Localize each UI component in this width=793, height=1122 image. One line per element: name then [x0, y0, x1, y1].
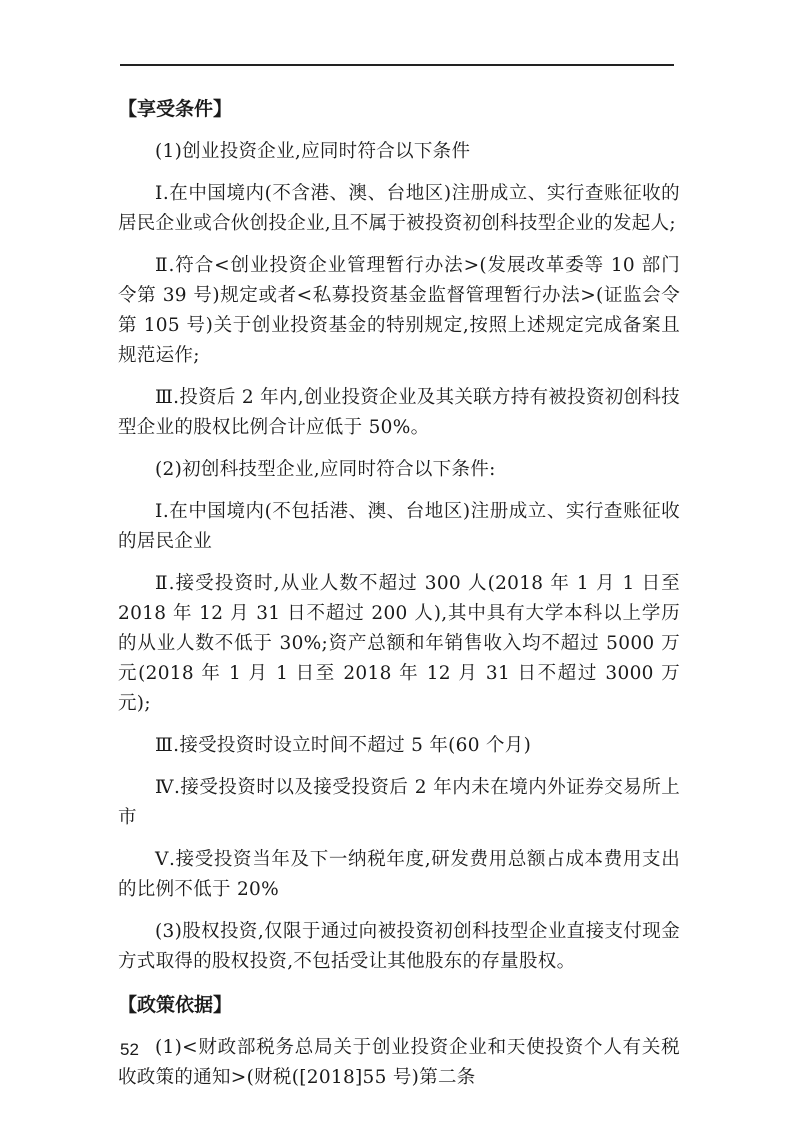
paragraph: (1)<财政部税务总局关于创业投资企业和天使投资个人有关税收政策的通知>(财税([2018]55 号)第二条: [118, 1037, 680, 1088]
page-content: [118, 93, 680, 1105]
paragraph: Ⅲ.投资后 2 年内,创业投资企业及其关联方持有被投资初创科技型企业的股权比例合计应低于 50%。: [118, 387, 680, 438]
paragraph: Ⅱ.符合<创业投资企业管理暂行办法>(发展改革委等 10 部门令第 39 号)规定或者<私募投资基金监督管理暂行办法>(证监会令第 105 号)关于创业投资基金的特别规定,按照上述规定完成备案且规范运作;: [118, 255, 680, 366]
paragraph: Ⅰ.在中国境内(不含港、澳、台地区)注册成立、实行查账征收的居民企业或合伙创投企业,且不属于被投资初创科技型企业的发起人;: [118, 183, 680, 234]
header-rule: [120, 64, 674, 66]
section-heading-conditions: 【享受条件】: [118, 98, 233, 120]
paragraph: Ⅲ.接受投资时设立时间不超过 5 年(60 个月): [155, 735, 532, 756]
paragraph: (2)初创科技型企业,应同时符合以下条件:: [155, 459, 496, 480]
paragraph: Ⅰ.在中国境内(不包括港、澳、台地区)注册成立、实行查账征收的居民企业: [118, 501, 680, 552]
page-number: 52: [120, 1040, 139, 1059]
paragraph: Ⅴ.接受投资当年及下一纳税年度,研发费用总额占成本费用支出的比例不低于 20%: [118, 849, 680, 900]
paragraph: (1)创业投资企业,应同时符合以下条件: [155, 141, 471, 162]
paragraph: Ⅳ.接受投资时以及接受投资后 2 年内未在境内外证券交易所上市: [118, 777, 680, 828]
section-heading-policy-basis: 【政策依据】: [118, 994, 233, 1016]
paragraph: (3)股权投资,仅限于通过向被投资初创科技型企业直接支付现金方式取得的股权投资,不包括受让其他股东的存量股权。: [118, 921, 680, 972]
paragraph: Ⅱ.接受投资时,从业人数不超过 300 人(2018 年 1 月 1 日至 2018 年 12 月 31 日不超过 200 人),其中具有大学本科以上学历的从业人数不低于 30%;资产总额和年销售收入均不超过 5000 万元(2018 年 1 月 1 日至 2018 年 12 月 31 日不超过 3000 万元);: [118, 573, 680, 714]
